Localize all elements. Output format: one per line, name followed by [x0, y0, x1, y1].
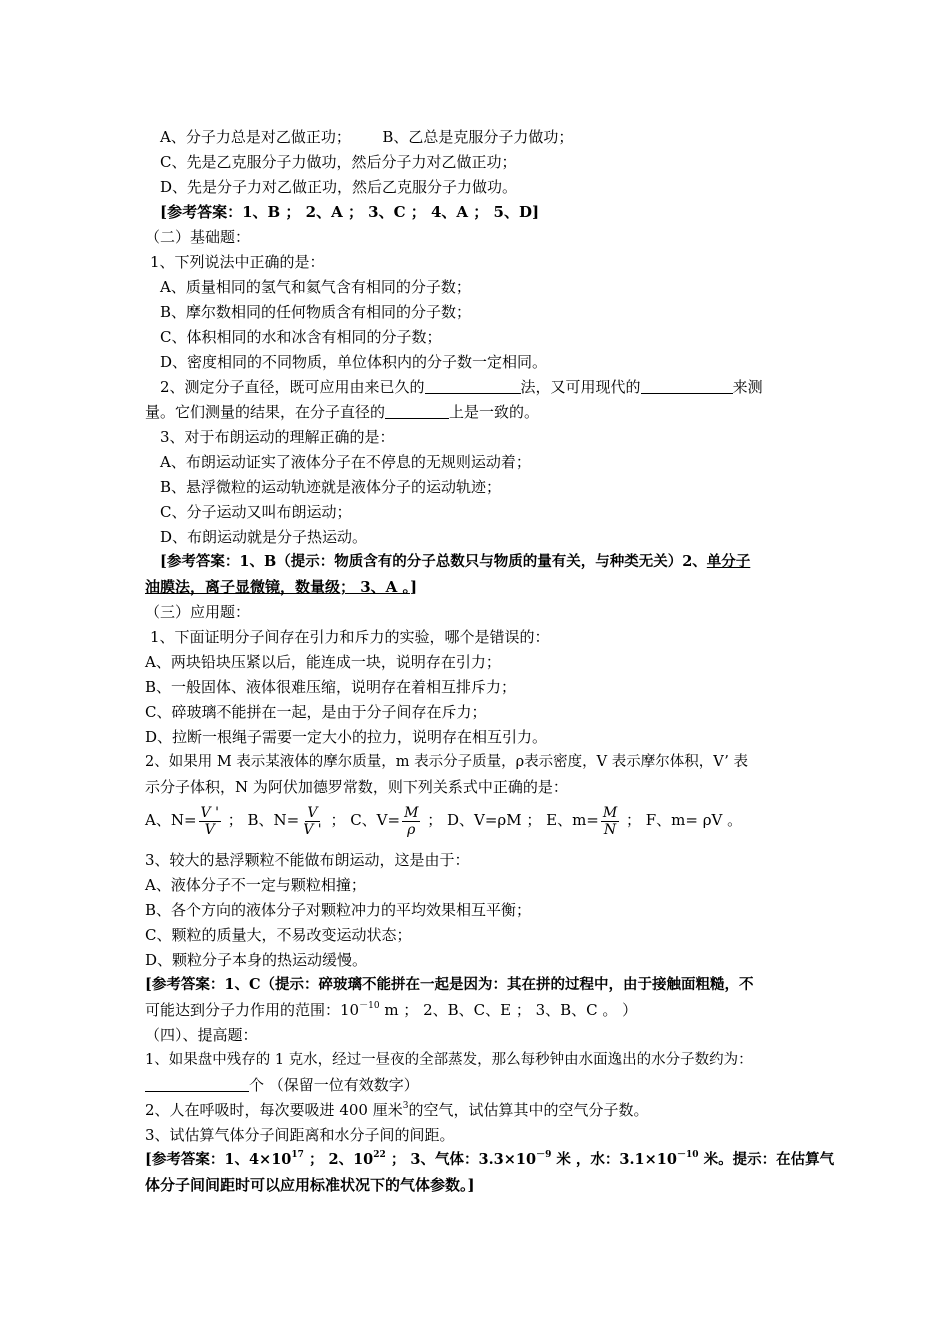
option: C、分子运动又叫布朗运动；: [160, 503, 352, 521]
question: 2、人在呼吸时，每次要吸进 400 厘米$^3$的空气，试估算其中的空气分子数。: [145, 1101, 649, 1119]
option: C、碎玻璃不能拼在一起，是由于分子间存在斥力；: [145, 703, 487, 721]
section-heading: （三）应用题：: [145, 603, 251, 621]
option-d: D、先是分子力对乙做正功，然后乙克服分子力做功。: [160, 178, 518, 196]
option: A、液体分子不一定与颗粒相撞；: [145, 876, 366, 894]
option: A、布朗运动证实了液体分子在不停息的无规则运动着；: [160, 453, 531, 471]
question: 1、下面证明分子间存在引力和斥力的实验，哪个是错误的：: [150, 628, 550, 646]
option-a: A、分子力总是对乙做正功；: [160, 128, 351, 146]
option: B、一般固体、液体很难压缩，说明存在着相互排斥力；: [145, 678, 517, 696]
question: 3、试估算气体分子间距离和水分子间的间距。: [145, 1126, 455, 1144]
answer-key-cont: 体分子间间距时可以应用标准状况下的气体参数。]: [145, 1176, 475, 1194]
option: B、悬浮微粒的运动轨迹就是液体分子的运动轨迹；: [160, 478, 502, 496]
option: B、各个方向的液体分子对颗粒冲力的平均效果相互平衡；: [145, 901, 532, 919]
answer-blank: [145, 1076, 249, 1092]
option: C、颗粒的质量大，不易改变运动状态；: [145, 926, 412, 944]
question: 1、如果盘中残存的 1 克水，经过一昼夜的全部蒸发，那么每秒钟由水面逸出的水分子数约为：: [145, 1052, 753, 1068]
option: A、质量相同的氢气和氦气含有相同的分子数；: [160, 278, 471, 296]
answer-key: [参考答案：1、B（提示：物质含有的分子总数只与物质的量有关，与种类无关）2、单分子: [160, 553, 751, 570]
option: D、布朗运动就是分子热运动。: [160, 528, 368, 546]
answer-key-cont: 可能达到分子力作用的范围：$10^{-10}$ m ； 2、B、C、E ； 3、B、C 。 ）: [145, 1001, 638, 1019]
question: 2、如果用 M 表示某液体的摩尔质量，m 表示分子质量，ρ表示密度，V 表示摩尔体积，V’ 表: [145, 754, 748, 770]
option: D、颗粒分子本身的热运动缓慢。: [145, 951, 368, 969]
option-c: C、先是乙克服分子力做功，然后分子力对乙做正功；: [160, 153, 517, 171]
answer-blank: [641, 378, 733, 394]
question-fill-blank: 2、测定分子直径，既可应用由来已久的 法，又可用现代的 来测: [160, 378, 763, 396]
formula-options: A、N= $\frac{V '}{V}$ ； B、N= $\frac{V}{V '}$ ； C、V= $\frac{M}{\rho}$ ； D、V=ρM ； E、m= $\frac{M}{N}$ ； F、m= ρV 。: [145, 804, 743, 838]
option: B、摩尔数相同的任何物质含有相同的分子数；: [160, 303, 472, 321]
answer-key: [参考答案：1、C（提示：碎玻璃不能拼在一起是因为：其在拼的过程中，由于接触面粗糙，不: [145, 976, 754, 993]
question: 1、下列说法中正确的是：: [150, 253, 325, 271]
option: A、两块铅块压紧以后，能连成一块，说明存在引力；: [145, 653, 501, 671]
option: D、密度相同的不同物质，单位体积内的分子数一定相同。: [160, 353, 548, 371]
section-heading: （四）、提高题：: [145, 1026, 258, 1044]
answer-blank: [425, 378, 521, 394]
question: 3、较大的悬浮颗粒不能做布朗运动，这是由于：: [145, 851, 470, 869]
option-b: B、乙总是克服分子力做功；: [382, 128, 574, 146]
question-fill-blank-cont: 量。它们测量的结果，在分子直径的 上是一致的。: [145, 403, 540, 421]
fraction: $\frac{V '}{V}$: [200, 804, 219, 838]
question-cont: 示分子体积，N 为阿伏加德罗常数，则下列关系式中正确的是：: [145, 778, 568, 796]
answer-blank: [385, 403, 449, 419]
answer-key: [参考答案：1、B ； 2、A ； 3、C ； 4、A ； 5、D]: [160, 203, 540, 221]
answer-key-cont: 油膜法，离子显微镜，数量级； 3、A 。]: [145, 578, 418, 596]
fraction: $\frac{V}{V '}$: [303, 804, 322, 838]
fraction: $\frac{M}{\rho}$: [404, 804, 419, 838]
answer-key: [参考答案：1、$4\times 10^{17}$ ； 2、$10^{22}$ ； 3、气体：$3.3\times 10^{-9}$ 米 ，水：$3.1\times 10^{-10}$ 米。提示：在估算气: [145, 1150, 835, 1168]
option-line-a-b: [160, 127, 573, 147]
option: C、体积相同的水和冰含有相同的分子数；: [160, 328, 442, 346]
question: 3、对于布朗运动的理解正确的是：: [160, 428, 395, 446]
section-heading: （二）基础题：: [145, 228, 251, 246]
fraction: $\frac{M}{N}$: [602, 804, 618, 838]
question-cont: 个 （保留一位有效数字）: [145, 1075, 419, 1095]
option: D、拉断一根绳子需要一定大小的拉力，说明存在相互引力。: [145, 728, 548, 746]
